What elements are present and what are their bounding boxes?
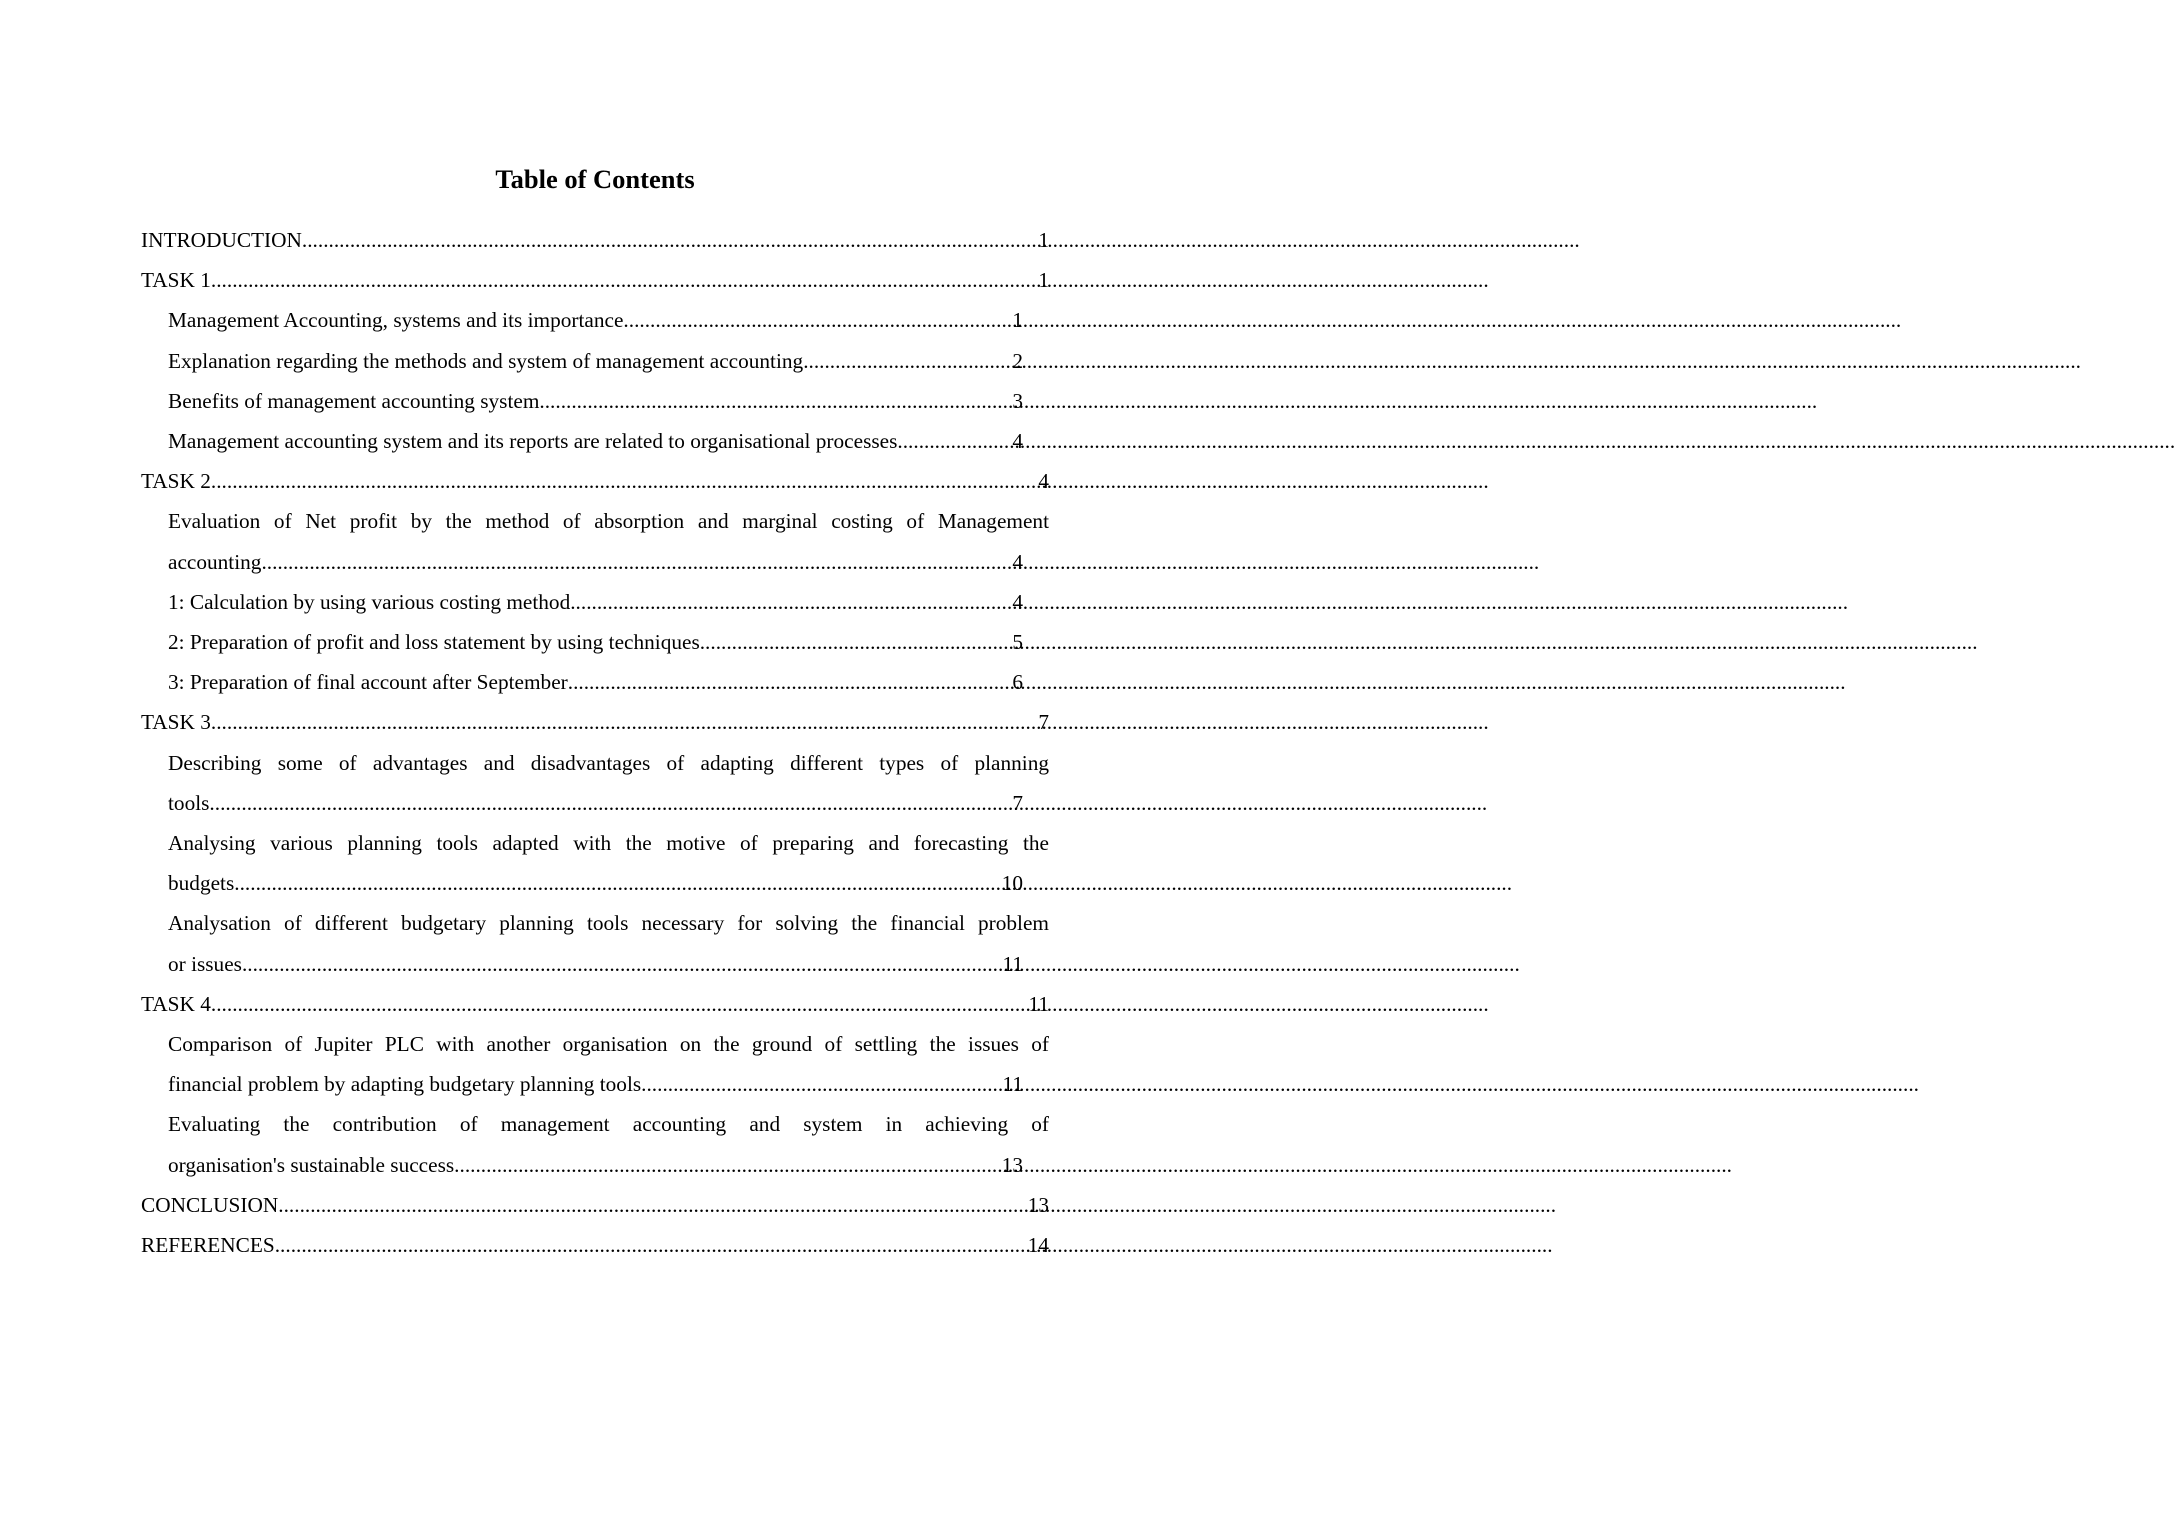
toc-subentry[interactable] <box>141 341 1049 381</box>
toc-entry-task-1[interactable] <box>141 260 1049 300</box>
toc-subentry[interactable] <box>141 903 1049 983</box>
toc-subentry[interactable] <box>141 582 1049 622</box>
dot-leader <box>641 1064 1002 1104</box>
toc-page-number: 13 <box>1001 1152 1023 1177</box>
toc-entry-text-line1: Comparison of Jupiter PLC with another organisation on the ground of settling the issues of <box>168 1032 1049 1057</box>
dot-leader <box>568 662 1013 702</box>
toc-page-number: 11 <box>1002 951 1023 976</box>
toc-entry-references[interactable] <box>141 1225 1049 1265</box>
toc-subentry[interactable] <box>141 300 1049 340</box>
toc-entry-text-line2: budgets <box>168 871 235 896</box>
dot-leader <box>700 622 1013 662</box>
dot-leader <box>302 220 1038 260</box>
dot-leader <box>211 702 1038 742</box>
toc-entry-text: 1: Calculation by using various costing method <box>168 589 571 614</box>
toc-page-number: 7 <box>1038 710 1049 735</box>
dot-leader <box>211 260 1038 300</box>
toc-entry-task-3[interactable] <box>141 702 1049 742</box>
toc-page-number: 11 <box>1028 991 1049 1016</box>
toc-entry-text: 2: Preparation of profit and loss statement by using techniques <box>168 630 700 655</box>
toc-subentry[interactable] <box>141 622 1049 662</box>
toc-page-number: 6 <box>1012 670 1023 695</box>
toc-page-number: 1 <box>1038 228 1049 252</box>
dot-leader <box>275 1225 1028 1265</box>
toc-entry-text-line2: accounting <box>168 549 262 574</box>
page-title: Table of Contents <box>495 164 695 194</box>
toc-page-number: 3 <box>1012 388 1023 413</box>
dot-leader <box>209 783 1012 823</box>
toc-entry-text: TASK 2 <box>141 469 211 494</box>
toc-page-number: 1 <box>1038 268 1049 293</box>
toc-entry-text: Explanation regarding the methods and system of management accounting <box>168 348 804 373</box>
toc-page-number: 11 <box>1002 1072 1023 1097</box>
toc-entry-text: TASK 1 <box>141 268 211 293</box>
dot-leader <box>242 944 1003 984</box>
dot-leader <box>803 341 1012 381</box>
toc-page-number: 7 <box>1012 790 1023 815</box>
toc-entry-text-line1: Analysation of different budgetary planning tools necessary for solving the financial problem <box>168 911 1049 936</box>
toc-entry-text: Management Accounting, systems and its importance <box>168 308 624 333</box>
toc-subentry[interactable] <box>141 381 1049 421</box>
toc-subentry[interactable] <box>141 743 1049 823</box>
toc-entry-text: Benefits of management accounting system <box>168 388 540 413</box>
table-of-contents <box>141 220 1049 1265</box>
toc-entry-text-line2: tools <box>168 790 210 815</box>
toc-entry-conclusion[interactable] <box>141 1185 1049 1225</box>
toc-entry-text: INTRODUCTION <box>141 228 302 252</box>
toc-subentry[interactable] <box>141 1024 1049 1104</box>
toc-entry-text-line2: organisation's sustainable success <box>168 1152 455 1177</box>
toc-subentry[interactable] <box>141 501 1049 581</box>
toc-entry-text-line1: Describing some of advantages and disadvantages of adapting different types of planning <box>168 750 1049 775</box>
dot-leader <box>454 1145 1002 1185</box>
toc-page-number: 1 <box>1012 308 1023 333</box>
toc-page-number: 2 <box>1012 348 1023 373</box>
dot-leader <box>570 582 1012 622</box>
toc-subentry[interactable] <box>141 1104 1049 1184</box>
toc-page-number: 4 <box>1038 469 1049 494</box>
toc-entry-text: TASK 3 <box>141 710 211 735</box>
toc-page-number: 10 <box>1001 871 1023 896</box>
dot-leader <box>261 542 1012 582</box>
toc-page-number: 14 <box>1027 1233 1049 1258</box>
toc-entry-text: CONCLUSION <box>141 1192 279 1217</box>
toc-entry-text: TASK 4 <box>141 991 211 1016</box>
toc-entry-text-line1: Evaluation of Net profit by the method of absorption and marginal costing of Management <box>168 509 1049 534</box>
toc-subentry[interactable] <box>141 421 1049 461</box>
toc-entry-task-4[interactable] <box>141 984 1049 1024</box>
toc-entry-text-line1: Analysing various planning tools adapted with the motive of preparing and forecasting the <box>168 831 1049 856</box>
toc-page-number: 4 <box>1012 549 1023 574</box>
dot-leader <box>539 381 1012 421</box>
toc-entry-text: REFERENCES <box>141 1233 275 1258</box>
dot-leader <box>234 863 1001 903</box>
toc-page-number: 4 <box>1012 589 1023 614</box>
toc-subentry[interactable] <box>141 662 1049 702</box>
toc-entry-text-line2: or issues <box>168 951 242 976</box>
toc-page-number: 13 <box>1027 1192 1049 1217</box>
toc-entry-text: 3: Preparation of final account after September <box>168 670 568 695</box>
dot-leader <box>211 984 1029 1024</box>
toc-entry-text-line2: financial problem by adapting budgetary planning tools <box>168 1072 642 1097</box>
toc-entry-task-2[interactable] <box>141 461 1049 501</box>
toc-entry-text-line1: Evaluating the contribution of management accounting and system in achieving of <box>168 1112 1049 1137</box>
toc-page-number: 4 <box>1012 429 1023 454</box>
dot-leader <box>623 300 1012 340</box>
toc-entry-introduction[interactable] <box>141 220 1049 260</box>
toc-page-number: 5 <box>1012 630 1023 655</box>
dot-leader <box>211 461 1038 501</box>
toc-subentry[interactable] <box>141 823 1049 903</box>
toc-entry-text: Management accounting system and its reports are related to organisational processes <box>168 429 898 454</box>
dot-leader <box>897 421 1012 461</box>
dot-leader <box>278 1185 1027 1225</box>
